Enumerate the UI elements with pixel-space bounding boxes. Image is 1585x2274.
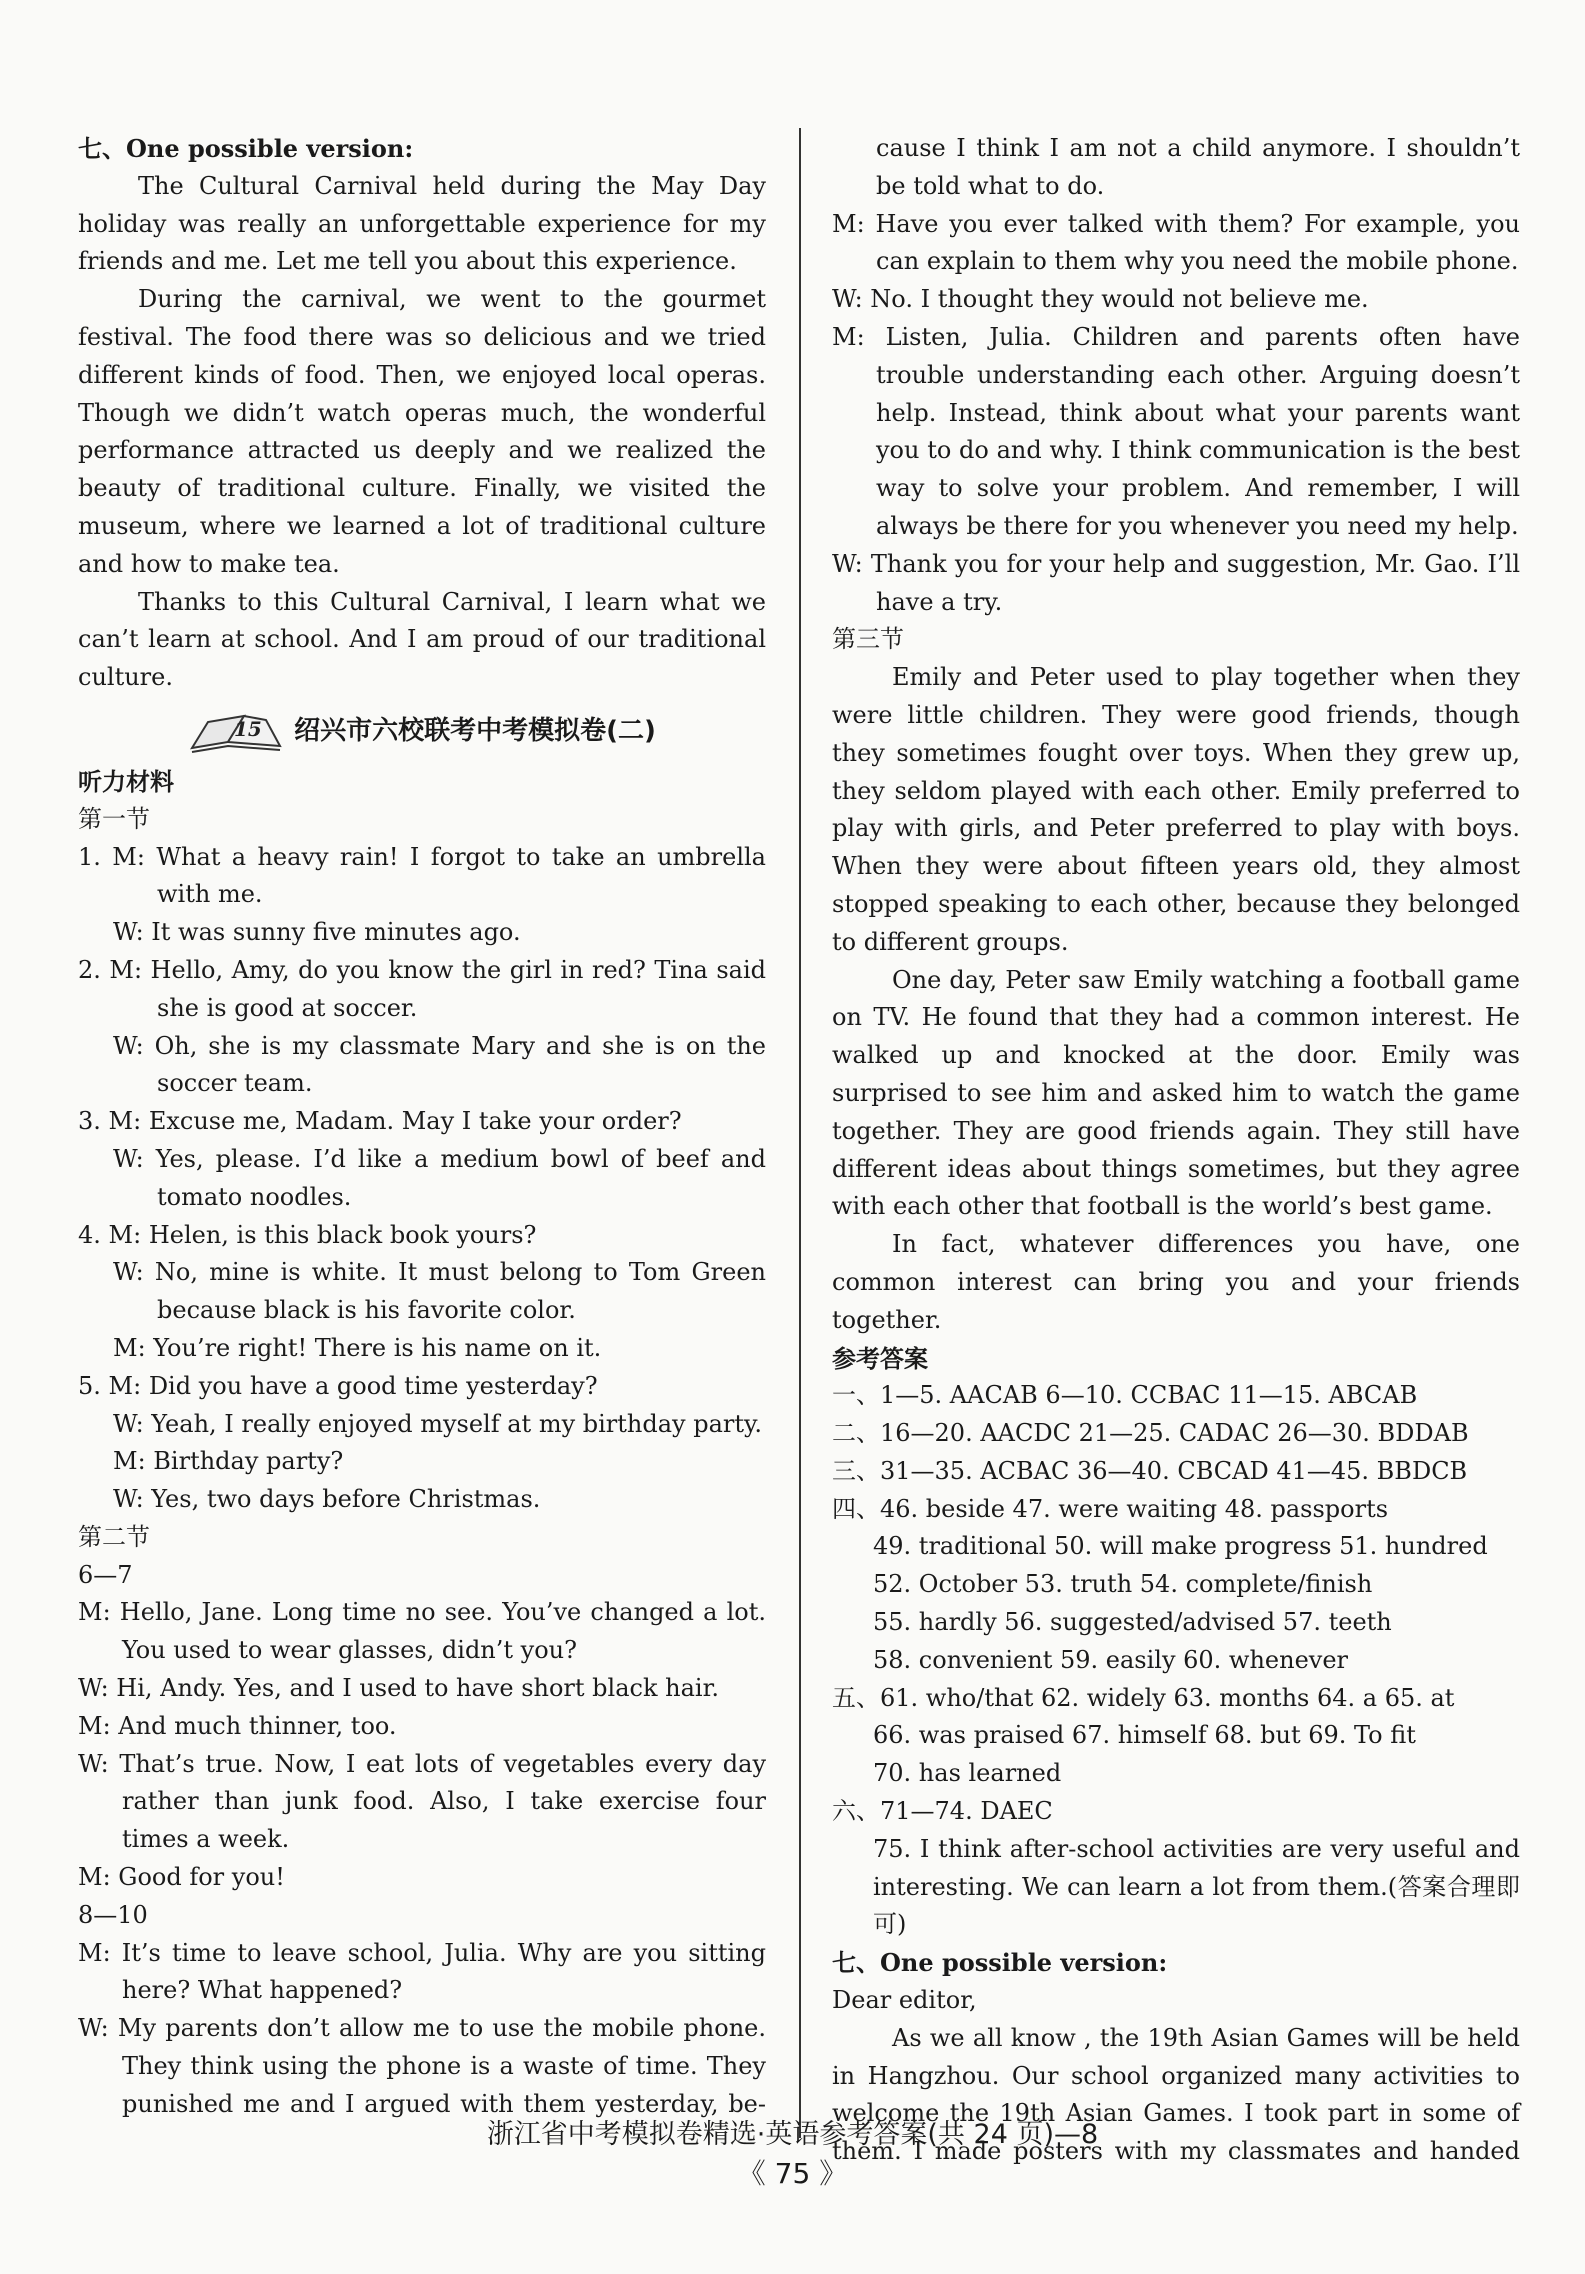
section-heading: 七、One possible version: <box>78 134 414 163</box>
left-column <box>78 130 766 2124</box>
question-range: 6—7 <box>78 1560 133 1589</box>
dialogue-line: 5. M: Did you have a good time yesterday? <box>78 1371 598 1400</box>
dialogue-line: W: It was sunny five minutes ago. <box>113 918 521 947</box>
section-heading: 第二节 <box>78 1522 150 1551</box>
dialogue-line: M: Listen, Julia. Children and parents often have trouble understanding each other. Arguing doesn’t help. Instead, think about what your parents want you to do and why. I think communication is the best way to solve your problem. And remember, I will always be there for you whenever you need my help. <box>832 322 1520 540</box>
letter-greeting: Dear editor, <box>832 1986 977 2015</box>
dialogue-line: W: Yeah, I really enjoyed myself at my birthday party. <box>113 1409 763 1438</box>
dialogue-line: cause I think I am not a child anymore. I shouldn’t be told what to do. <box>876 134 1520 200</box>
footer-title: 浙江省中考模拟卷精选·英语参考答案(共 24 页)—8 <box>486 2119 1099 2150</box>
dialogue-line: W: Thank you for your help and suggestion, Mr. Gao. I’ll have a try. <box>832 549 1520 616</box>
answer-line: 70. has learned <box>873 1759 1062 1788</box>
dialogue-line: M: Hello, Jane. Long time no see. You’ve changed a lot. You used to wear glasses, didn’t you? <box>78 1598 766 1665</box>
answer-line: 52. October 53. truth 54. complete/finish <box>873 1570 1373 1599</box>
dialogue-line: M: Good for you! <box>78 1863 285 1892</box>
dialogue-line: W: Hi, Andy. Yes, and I used to have short black hair. <box>78 1674 720 1703</box>
exam-banner <box>78 705 766 759</box>
dialogue-line: M: And much thinner, too. <box>78 1711 397 1740</box>
dialogue-line: M: Have you ever talked with them? For example, you can explain to them why you need the mobile phone. <box>832 209 1520 276</box>
answer-line: 二、16—20. AACDC 21—25. CADAC 26—30. BDDAB <box>832 1419 1469 1448</box>
dialogue-line: 1. M: What a heavy rain! I forgot to take an umbrella with me. <box>78 842 766 909</box>
essay-paragraph: The Cultural Carnival held during the May Day holiday was really an unforgettable experience for my friends and me. Let me tell you about this experience. <box>78 171 766 276</box>
answer-line: 一、1—5. AACAB 6—10. CCBAC 11—15. ABCAB <box>832 1381 1418 1410</box>
essay-paragraph: During the carnival, we went to the gourmet festival. The food there was so delicious and we tried different kinds of food. Then, we enjoyed local operas. Though we didn’t watch operas much, the wonderful performance attracted us deeply and we realized the beauty of traditional culture. Finally, we visited the museum, where we learned a lot of traditional culture and how to make tea. <box>78 285 766 578</box>
section-heading: 第三节 <box>832 625 904 654</box>
banner-number: 15 <box>234 716 262 741</box>
answer-line: 58. convenient 59. easily 60. whenever <box>873 1645 1349 1674</box>
essay-paragraph: Thanks to this Cultural Carnival, I learn what we can’t learn at school. And I am proud of our traditional culture. <box>78 587 766 692</box>
dialogue-line: 3. M: Excuse me, Madam. May I take your order? <box>78 1107 682 1136</box>
page-number: 《 75 》 <box>737 2157 848 2190</box>
dialogue-line: M: Birthday party? <box>113 1447 344 1476</box>
letter-paragraph: As we all know , the 19th Asian Games will be held in Hangzhou. Our school organized many activities to welcome the 19th Asian Games. I took part in some of them. I made posters with my classmates and handed <box>832 2023 1520 2166</box>
dialogue-line: W: No. I thought they would not believe me. <box>832 285 1369 314</box>
dialogue-line: W: That’s true. Now, I eat lots of vegetables every day rather than junk food. Also, I take exercise four times a week. <box>78 1749 766 1854</box>
dialogue-line: M: You’re right! There is his name on it. <box>113 1333 602 1362</box>
dialogue-line: W: Yes, please. I’d like a medium bowl of beef and tomato noodles. <box>113 1144 766 1211</box>
dialogue-line: 2. M: Hello, Amy, do you know the girl in red? Tina said she is good at soccer. <box>78 955 766 1022</box>
book-icon <box>188 708 284 756</box>
dialogue-line: W: My parents don’t allow me to use the mobile phone. They think using the phone is a waste of time. They punished me and I argued with them yesterday, be- <box>78 2014 766 2118</box>
dialogue-line: W: No, mine is white. It must belong to Tom Green because black is his favorite color. <box>113 1258 766 1325</box>
section-heading: 七、One possible version: <box>832 1948 1168 1978</box>
dialogue-line: 4. M: Helen, is this black book yours? <box>78 1220 537 1249</box>
section-heading: 第一节 <box>78 804 150 833</box>
answer-line: 四、46. beside 47. were waiting 48. passports <box>832 1494 1389 1523</box>
answer-line: 75. I think after-school activities are very useful and interesting. We can learn a lot from them.(答案合理即可) <box>873 1834 1520 1939</box>
passage-paragraph: Emily and Peter used to play together when they were little children. They were good friends, though they sometimes fought over toys. When they grew up, they seldom played with each other. Emily preferred to play with girls, and Peter preferred to play with boys. When they were about fifteen years old, they almost stopped speaking to each other, because they belonged to different groups. <box>832 663 1520 956</box>
answer-line: 六、71—74. DAEC <box>832 1797 1053 1826</box>
dialogue-line: W: Oh, she is my classmate Mary and she is on the soccer team. <box>113 1031 766 1098</box>
passage-paragraph: In fact, whatever differences you have, one common interest can bring you and your friends together. <box>832 1230 1520 1334</box>
exam-title: 绍兴市六校联考中考模拟卷(二) <box>294 716 656 747</box>
answer-line: 49. traditional 50. will make progress 51. hundred <box>873 1532 1488 1561</box>
question-range: 8—10 <box>78 1900 148 1929</box>
passage-paragraph: One day, Peter saw Emily watching a football game on TV. He found that they had a common interest. He walked up and knocked at the door. Emily was surprised to see him and asked him to watch the game together. They are good friends again. They still have different ideas about things sometimes, but they agree with each other that football is the world’s best game. <box>832 965 1520 1221</box>
dialogue-line: W: Yes, two days before Christmas. <box>113 1485 541 1514</box>
answer-line: 66. was praised 67. himself 68. but 69. To fit <box>873 1721 1416 1750</box>
answer-line: 五、61. who/that 62. widely 63. months 64. a 65. at <box>832 1683 1455 1712</box>
answer-line: 三、31—35. ACBAC 36—40. CBCAD 41—45. BBDCB <box>832 1456 1468 1485</box>
column-divider <box>799 128 801 2138</box>
dialogue-line: M: It’s time to leave school, Julia. Why are you sitting here? What happened? <box>78 1938 766 2005</box>
right-column <box>832 130 1520 2171</box>
listening-heading: 听力材料 <box>78 766 174 796</box>
answer-line: 55. hardly 56. suggested/advised 57. teeth <box>873 1608 1392 1637</box>
answers-heading: 参考答案 <box>832 1343 928 1373</box>
